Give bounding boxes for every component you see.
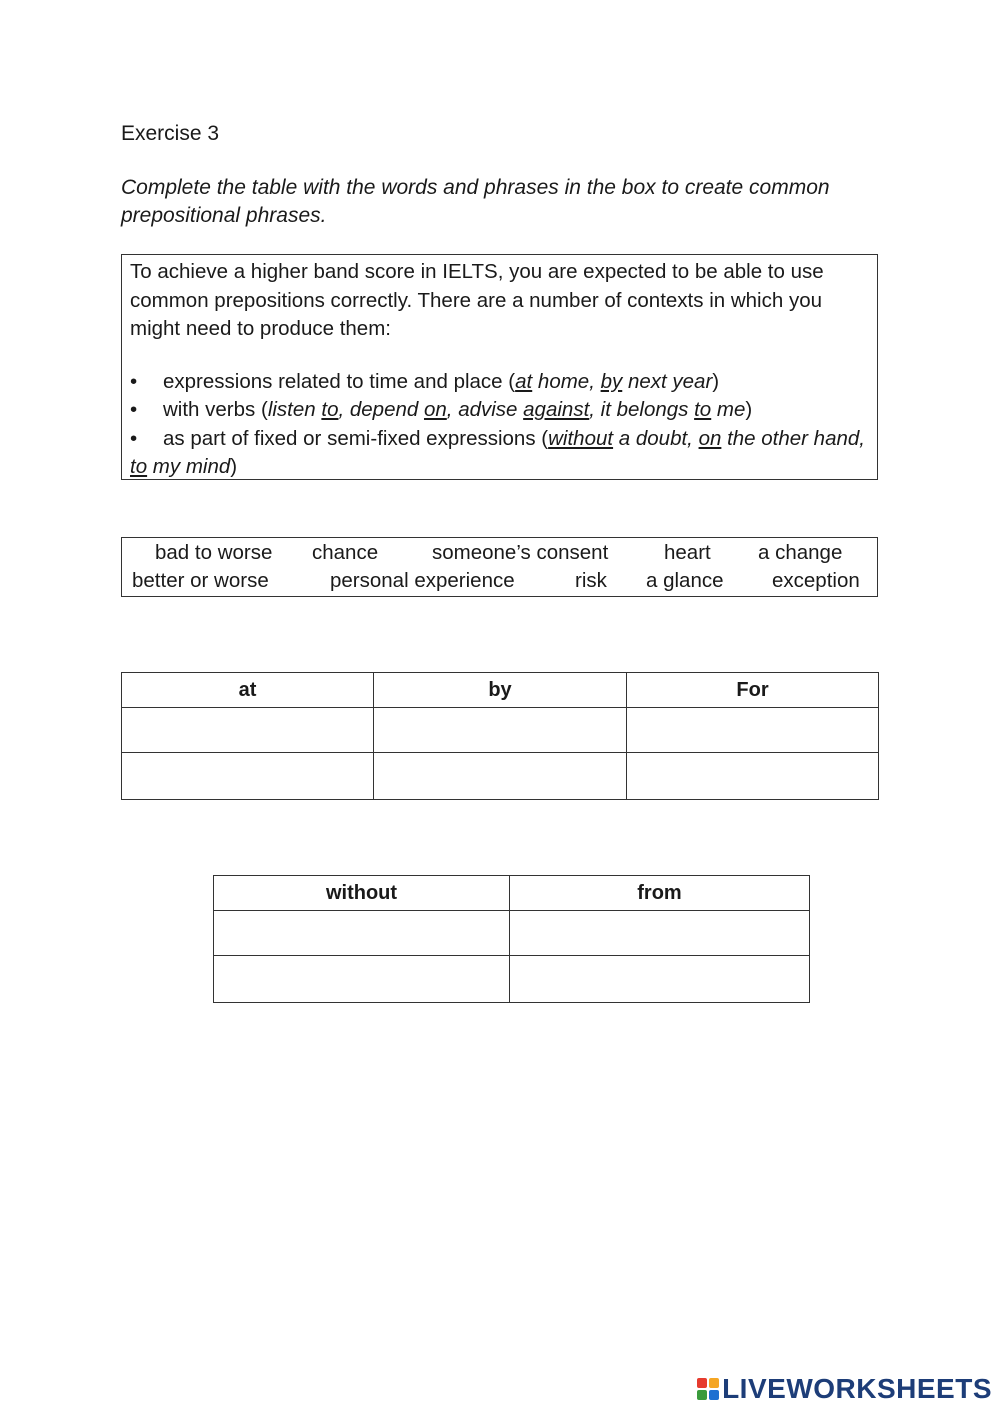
word-item[interactable]: personal experience <box>330 569 515 592</box>
column-header-by: by <box>374 673 627 708</box>
logo-icon <box>697 1378 719 1400</box>
word-item[interactable]: someone’s consent <box>432 541 609 564</box>
answer-cell[interactable] <box>627 708 879 753</box>
column-header-at: at <box>122 673 374 708</box>
bullet-icon: • <box>130 398 138 421</box>
answer-cell[interactable] <box>627 753 879 800</box>
answer-cell[interactable] <box>214 911 510 956</box>
answer-cell[interactable] <box>214 956 510 1003</box>
table-row <box>214 911 810 956</box>
info-box <box>121 254 878 480</box>
answer-cell[interactable] <box>122 708 374 753</box>
answer-cell[interactable] <box>374 753 627 800</box>
preposition-table-2 <box>213 875 810 1003</box>
table-row <box>122 753 879 800</box>
bullet-icon: • <box>130 369 138 393</box>
column-header-from: from <box>510 876 810 911</box>
word-item[interactable]: chance <box>312 541 379 564</box>
word-item[interactable]: a glance <box>646 569 724 592</box>
answer-cell[interactable] <box>510 911 810 956</box>
exercise-title: Exercise 3 <box>121 122 220 145</box>
column-header-for: For <box>627 673 879 708</box>
word-item[interactable]: exception <box>772 569 860 592</box>
word-item[interactable]: better or worse <box>132 569 269 592</box>
column-header-without: without <box>214 876 510 911</box>
liveworksheets-logo <box>697 1373 992 1405</box>
table-row <box>122 708 879 753</box>
word-box <box>121 537 878 597</box>
word-item[interactable]: bad to worse <box>155 541 273 564</box>
answer-cell[interactable] <box>374 708 627 753</box>
bullet-icon: • <box>130 426 138 450</box>
word-item[interactable]: risk <box>575 569 607 592</box>
info-intro: To achieve a higher band score in IELTS, you are expected to be able to use common prepositions correctly. There are a number of contexts in which you might need to produce them: <box>130 260 824 340</box>
info-bullet-1: • expressions related to time and place (at home, by next year) <box>130 368 869 397</box>
table-row <box>214 956 810 1003</box>
answer-cell[interactable] <box>122 753 374 800</box>
info-bullet-3: • as part of fixed or semi-fixed expressions (without a doubt, on the other hand, to my mind) <box>130 426 865 478</box>
preposition-table-1 <box>121 672 879 800</box>
info-bullet-2: • with verbs (listen to, depend on, advise against, it belongs to me) <box>130 396 869 425</box>
word-item[interactable]: a change <box>758 541 843 564</box>
logo-text: LIVEWORKSHEETS <box>722 1373 992 1404</box>
info-bullets <box>130 368 869 482</box>
word-item[interactable]: heart <box>664 541 711 564</box>
answer-cell[interactable] <box>510 956 810 1003</box>
instructions: Complete the table with the words and phrases in the box to create common prepositional phrases. <box>121 176 830 227</box>
